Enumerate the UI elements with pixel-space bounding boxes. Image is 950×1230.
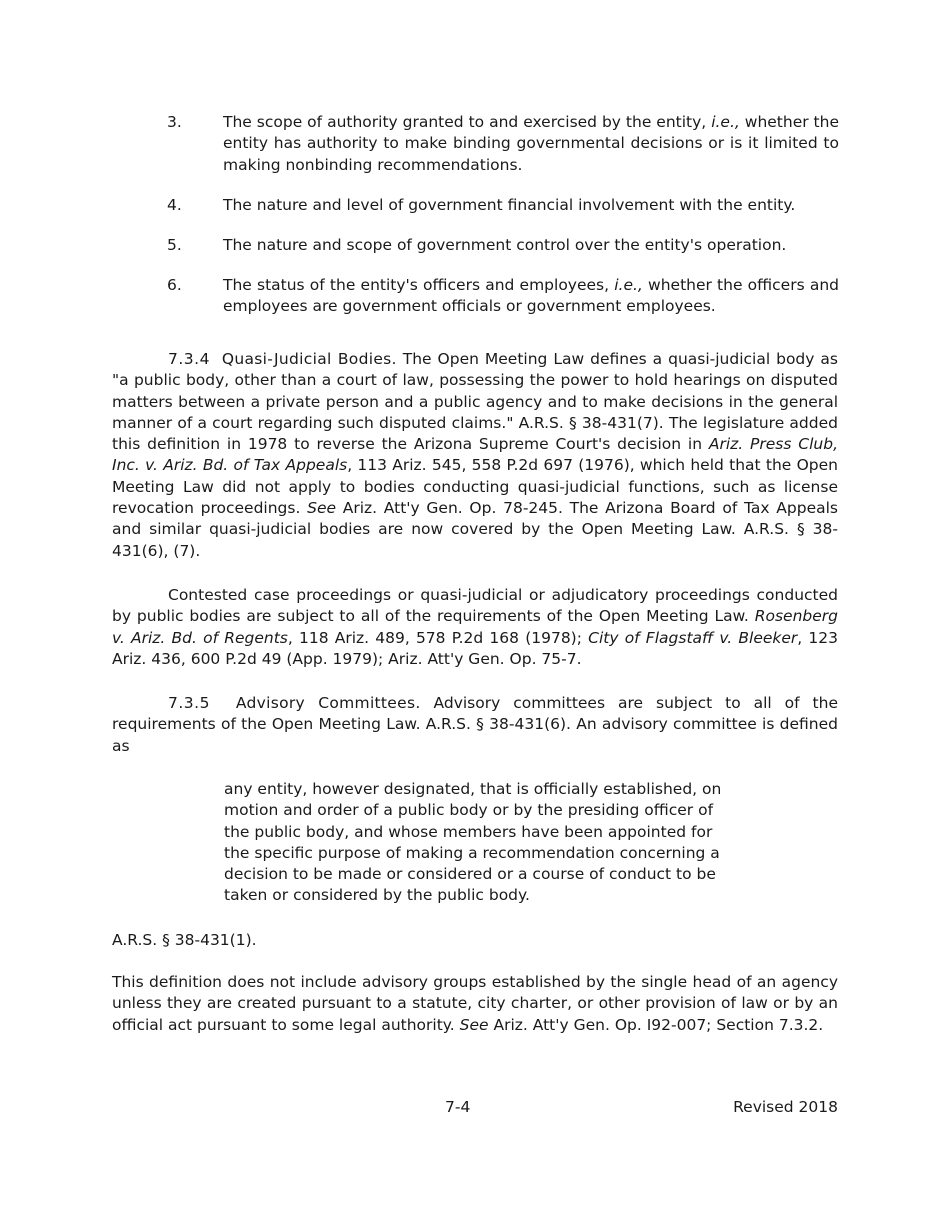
list-number: 4. (167, 196, 182, 214)
list-number: 3. (167, 113, 182, 131)
block-quote: any entity, however designated, that is officially established, on motion and order of a public body or by the presiding officer of the public body, and whose members have been appointed for the specific purpose of making a recommendation concerning a decision to be made or considered or a course of conduct to be taken or considered by the public body. (224, 780, 722, 905)
list-text: The nature and scope of government control over the entity's operation. (223, 236, 787, 254)
case-citation: Rosenberg v. Ariz. Bd. of Regents (112, 607, 838, 647)
section-7-3-4-paragraph: 7.3.4 Quasi-Judicial Bodies. The Open Meeting Law defines a quasi-judicial body as "a public body, other than a court of law, possessing the power to hold hearings on disputed matters between a private person and a public agency and to make decisions in the general manner of a court regarding such disputed claims." A.R.S. § 38-431(7). The legislature added this definition in 1978 to reverse the Arizona Supreme Court's decision in Ariz. Press Club, Inc. v. Ariz. Bd. of Tax Appeals, 113 Ariz. 545, 558 P.2d 697 (1976), which held that the Open Meeting Law did not apply to bodies conducting quasi-judicial functions, such as license revocation proceedings. See Ariz. Att'y Gen. Op. 78-245. The Arizona Board of Tax Appeals and similar quasi-judicial bodies are now covered by the Open Meeting Law. A.R.S. § 38-431(6), (7). (112, 350, 838, 560)
case-citation: City of Flagstaff v. Bleeker (588, 628, 798, 647)
see-signal: See (459, 1015, 489, 1034)
list-text: The scope of authority granted to and exercised by the entity, i.e., whether the entity has authority to make binding governmental decisions or is it limited to making nonbinding recommendations. (223, 113, 839, 174)
case-citation: Ariz. Press Club, Inc. v. Ariz. Bd. of Tax Appeals (112, 435, 838, 475)
contested-case-paragraph: Contested case proceedings or quasi-judicial or adjudicatory proceedings conducted by public bodies are subject to all of the requirements of the Open Meeting Law. Rosenberg v. Ariz. Bd. of Regents, 118 Ariz. 489, 578 P.2d 168 (1978); City of Flagstaff v. Bleeker, 123 Ariz. 436, 600 P.2d 49 (App. 1979); Ariz. Att'y Gen. Op. 75-7. (112, 586, 838, 668)
list-number: 5. (167, 236, 182, 254)
section-heading: Quasi-Judicial Bodies. (221, 350, 397, 368)
section-number: 7.3.5 (168, 694, 210, 712)
section-number: 7.3.4 (168, 350, 210, 368)
list-item-3 (167, 112, 839, 176)
list-item-6 (167, 275, 839, 318)
quote-citation: A.R.S. § 38-431(1). (112, 931, 257, 949)
list-text: The nature and level of government financial involvement with the entity. (223, 196, 796, 214)
definition-paragraph: This definition does not include advisory groups established by the single head of an agency unless they are created pursuant to a statute, city charter, or other provision of law or by an official act pursuant to some legal authority. See Ariz. Att'y Gen. Op. I92-007; Section 7.3.2. (112, 973, 838, 1034)
list-item-4 (167, 195, 839, 216)
list-number: 6. (167, 276, 182, 294)
see-signal: See (307, 499, 337, 518)
section-7-3-5-paragraph: 7.3.5 Advisory Committees. Advisory committees are subject to all of the requirements of the Open Meeting Law. A.R.S. § 38-431(6). An advisory committee is defined as (112, 694, 838, 755)
revision-label: Revised 2018 (733, 1098, 838, 1116)
list-item-5 (167, 235, 839, 256)
section-heading: Advisory Committees. (235, 694, 421, 712)
list-text: The status of the entity's officers and employees, i.e., whether the officers and employees are government officials or government employees. (223, 276, 839, 316)
page-number: 7-4 (445, 1098, 471, 1116)
